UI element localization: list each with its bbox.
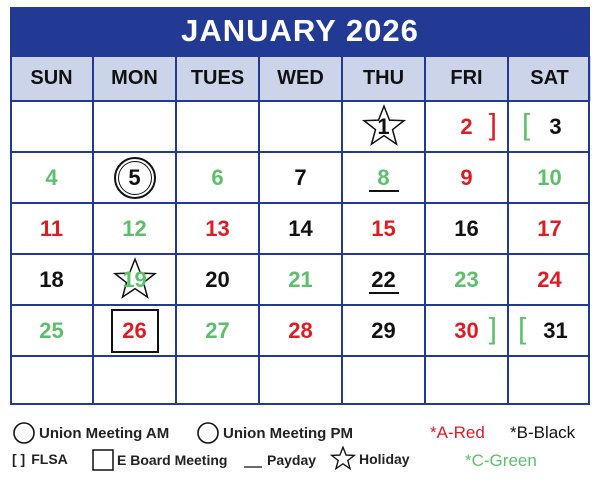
payday-underline — [369, 292, 399, 294]
day-number: 2 — [460, 113, 473, 139]
payday-underline — [369, 190, 399, 192]
day-number: 14 — [288, 215, 313, 241]
legend-payday: Payday — [244, 452, 316, 468]
day-number: 8 — [377, 164, 390, 190]
legend-e-board: E Board Meeting — [92, 449, 227, 471]
day-number: 19 — [122, 266, 147, 292]
day-cell[interactable] — [425, 305, 508, 356]
day-cell[interactable] — [342, 305, 425, 356]
day-cell[interactable] — [176, 152, 259, 203]
flsa-bracket-open: [ — [522, 107, 531, 141]
day-cell[interactable] — [176, 254, 259, 305]
day-number: 22 — [371, 266, 396, 292]
star-icon — [330, 446, 356, 471]
day-number: 31 — [543, 317, 568, 343]
day-number: 15 — [371, 215, 396, 241]
legend-c-green: *C-Green — [465, 451, 537, 470]
day-number: 12 — [122, 215, 147, 241]
day-cell[interactable] — [93, 254, 176, 305]
month-title: JANUARY 2026 — [10, 7, 590, 55]
day-number: 9 — [460, 164, 473, 190]
square-icon — [92, 449, 114, 471]
weekday-sat: SAT — [508, 56, 591, 101]
circle-icon — [12, 421, 36, 445]
flsa-bracket-close: ] — [488, 107, 497, 141]
day-number: 24 — [537, 266, 562, 292]
day-number: 17 — [537, 215, 562, 241]
day-number: 4 — [45, 164, 58, 190]
day-cell[interactable] — [176, 203, 259, 254]
day-cell[interactable] — [425, 152, 508, 203]
day-number: 27 — [205, 317, 230, 343]
day-number: 30 — [454, 317, 479, 343]
legend-flsa: [ ] FLSA — [12, 451, 68, 467]
day-number: 6 — [211, 164, 224, 190]
day-number: 25 — [39, 317, 64, 343]
legend-union-pm: Union Meeting PM — [196, 421, 353, 445]
day-number: 5 — [128, 164, 141, 190]
bracket-icon: [ ] — [12, 451, 26, 467]
day-cell[interactable] — [508, 305, 591, 356]
weekday-fri: FRI — [425, 56, 508, 101]
day-number: 18 — [39, 266, 64, 292]
day-cell[interactable] — [508, 203, 591, 254]
day-cell[interactable] — [176, 305, 259, 356]
day-cell[interactable] — [508, 101, 591, 152]
day-number: 20 — [205, 266, 230, 292]
day-number: 21 — [288, 266, 313, 292]
day-number: 23 — [454, 266, 479, 292]
day-cell[interactable] — [259, 152, 342, 203]
day-cell[interactable] — [508, 254, 591, 305]
day-number: 16 — [454, 215, 479, 241]
day-number: 11 — [39, 215, 64, 241]
weekday-mon: MON — [93, 56, 176, 101]
day-number: 10 — [537, 164, 562, 190]
weekday-thu: THU — [342, 56, 425, 101]
circle-icon — [196, 421, 220, 445]
day-cell[interactable] — [93, 203, 176, 254]
underline-icon — [244, 452, 262, 468]
day-number: 28 — [288, 317, 313, 343]
day-cell[interactable] — [425, 101, 508, 152]
legend-a-red: *A-Red — [430, 423, 485, 442]
legend-holiday: Holiday — [330, 446, 410, 471]
weekday-wed: WED — [259, 56, 342, 101]
weekday-sun: SUN — [10, 56, 93, 101]
flsa-bracket-open: [ — [518, 311, 527, 345]
day-cell[interactable] — [259, 254, 342, 305]
day-cell[interactable] — [342, 152, 425, 203]
day-cell[interactable] — [259, 305, 342, 356]
day-number: 29 — [371, 317, 396, 343]
day-cell[interactable] — [342, 254, 425, 305]
day-cell[interactable] — [342, 203, 425, 254]
day-cell[interactable] — [425, 203, 508, 254]
flsa-bracket-close: ] — [488, 311, 497, 345]
day-number: 3 — [549, 113, 562, 139]
day-number: 26 — [122, 317, 147, 343]
day-cell[interactable] — [93, 305, 176, 356]
day-cell[interactable] — [10, 305, 93, 356]
day-cell[interactable] — [10, 152, 93, 203]
legend-b-black: *B-Black — [510, 423, 576, 442]
day-cell[interactable] — [259, 203, 342, 254]
day-number: 7 — [294, 164, 307, 190]
weekday-tues: TUES — [176, 56, 259, 101]
day-cell[interactable] — [10, 203, 93, 254]
calendar — [10, 7, 590, 405]
day-number: 1 — [377, 113, 390, 139]
day-cell[interactable] — [93, 152, 176, 203]
day-cell[interactable] — [342, 101, 425, 152]
legend-union-am: Union Meeting AM — [12, 421, 169, 445]
day-cell[interactable] — [425, 254, 508, 305]
day-cell[interactable] — [10, 254, 93, 305]
day-number: 13 — [205, 215, 230, 241]
day-cell[interactable] — [508, 152, 591, 203]
